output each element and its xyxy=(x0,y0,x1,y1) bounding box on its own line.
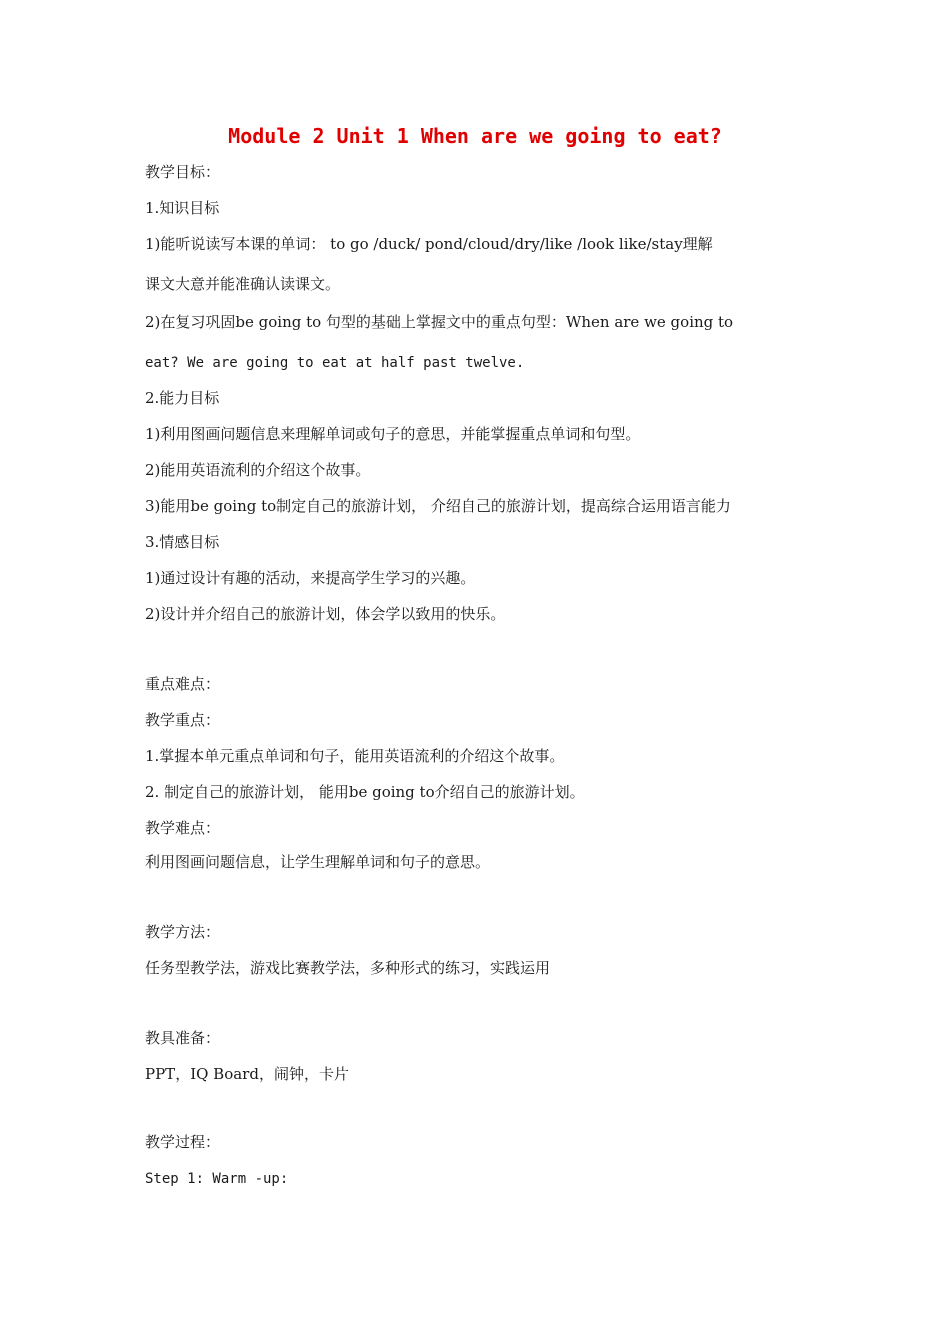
subheading-key-points: 教学重点： xyxy=(145,711,221,729)
section-heading-key-difficult-points: 重点难点： xyxy=(145,675,221,693)
section-heading-teaching-objectives: 教学目标： xyxy=(145,163,221,181)
step-heading: Step 1: Warm -up: xyxy=(145,1171,289,1187)
section-heading-teaching-aids: 教具准备： xyxy=(145,1029,221,1047)
paragraph-line: 利用图画问题信息，让学生理解单词和句子的意思。 xyxy=(145,853,491,871)
subheading-ability-objectives: 2.能力目标 xyxy=(145,389,220,407)
paragraph-line: 1.掌握本单元重点单词和句子，能用英语流利的介绍这个故事。 xyxy=(145,747,565,765)
paragraph-line: 2)能用英语流利的介绍这个故事。 xyxy=(145,461,371,479)
subheading-difficult-points: 教学难点： xyxy=(145,819,221,837)
paragraph-line: 2. 制定自己的旅游计划， 能用be going to介绍自己的旅游计划。 xyxy=(145,783,585,801)
paragraph-line: 1)能听说读写本课的单词： to go /duck/ pond/cloud/dry/like /look like/stay理解 xyxy=(145,235,713,253)
subheading-emotional-objectives: 3.情感目标 xyxy=(145,533,220,551)
paragraph-line: PPT，IQ Board，闹钟，卡片 xyxy=(145,1065,349,1083)
paragraph-line: 任务型教学法，游戏比赛教学法，多种形式的练习，实践运用 xyxy=(145,959,551,977)
paragraph-line: 2)在复习巩固be going to 句型的基础上掌握文中的重点句型：When are we going to xyxy=(145,313,734,331)
paragraph-line: 课文大意并能准确认读课文。 xyxy=(145,275,341,293)
paragraph-line: eat? We are going to eat at half past twelve. xyxy=(145,355,525,371)
document-title: Module 2 Unit 1 When are we going to eat? xyxy=(228,124,722,148)
paragraph-line: 1)通过设计有趣的活动，来提高学生学习的兴趣。 xyxy=(145,569,476,587)
section-heading-teaching-process: 教学过程： xyxy=(145,1133,221,1151)
section-heading-teaching-methods: 教学方法： xyxy=(145,923,221,941)
subheading-knowledge-objectives: 1.知识目标 xyxy=(145,199,220,217)
paragraph-line: 1)利用图画问题信息来理解单词或句子的意思，并能掌握重点单词和句型。 xyxy=(145,425,641,443)
paragraph-line: 2)设计并介绍自己的旅游计划，体会学以致用的快乐。 xyxy=(145,605,506,623)
paragraph-line: 3)能用be going to制定自己的旅游计划， 介绍自己的旅游计划，提高综合运用语言能力 xyxy=(145,497,731,515)
